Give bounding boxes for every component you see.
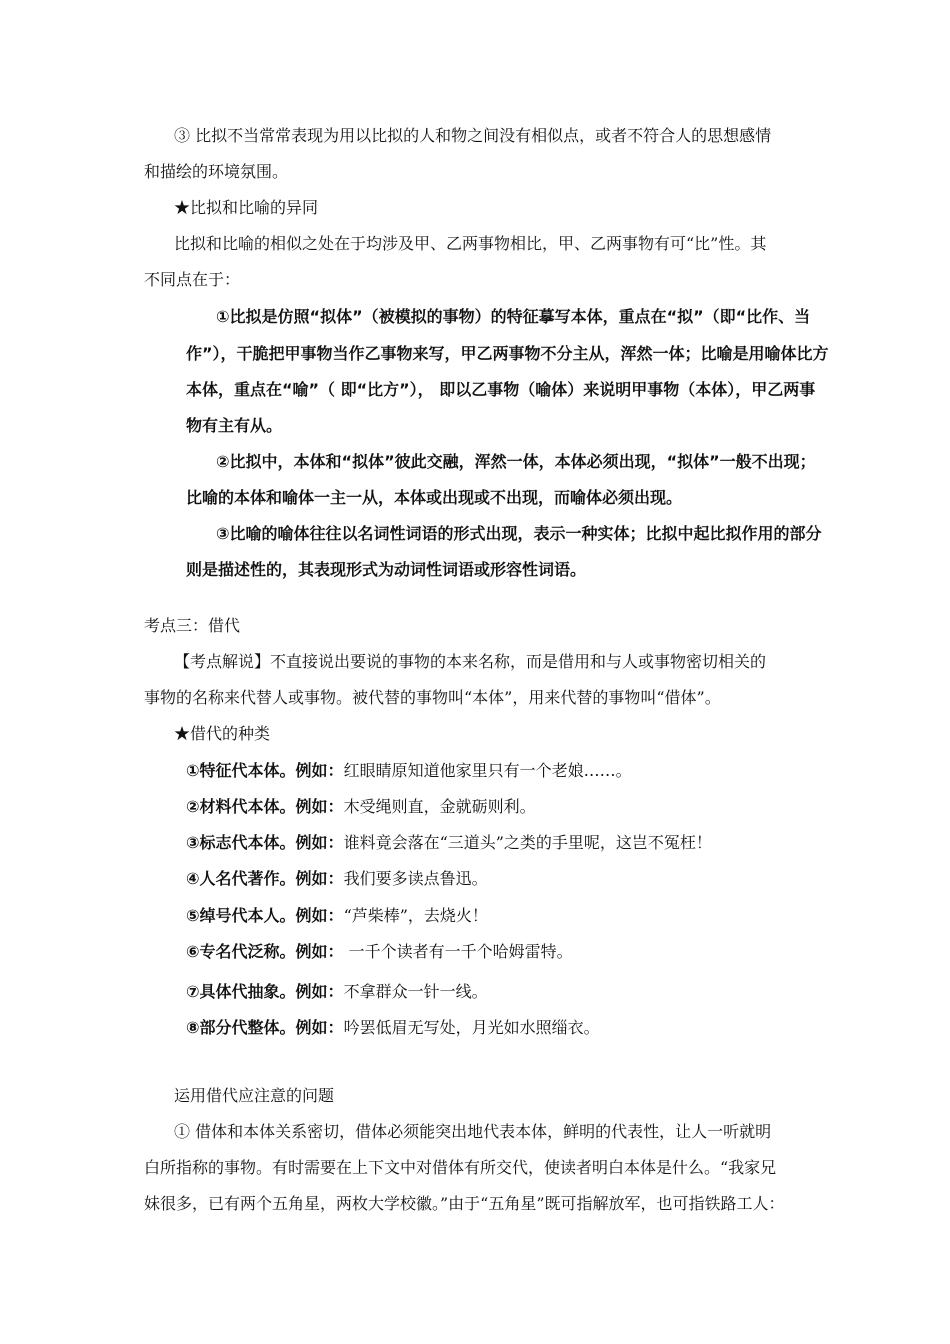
kind-label: ④人名代著作。例如： [186, 869, 344, 888]
kind-example: 吟罢低眉无写处，月光如水照缁衣。 [343, 1018, 600, 1037]
kind-label: ⑤绰号代本人。例如： [186, 906, 344, 925]
kind-item [186, 797, 536, 817]
definition-line: 【考点解说】不直接说出要说的事物的本来名称，而是借用和与人或事物密切相关的 [174, 652, 767, 671]
kind-item [186, 906, 488, 926]
kind-example: 我们要多读点鲁迅。 [343, 869, 488, 888]
kind-example: “芦柴棒”，去烧火！ [343, 906, 488, 925]
difference-line: 则是描述性的，其表现形式为动词性词语或形容性词语。 [186, 560, 587, 579]
kind-label: ⑥专名代泛称。例如： [186, 942, 344, 961]
note-line: 妹很多，已有两个五角星，两枚大学校徽。”由于“五角星”既可指解放军，也可指铁路工人： [144, 1194, 785, 1213]
kind-example: 不拿群众一针一线。 [343, 982, 488, 1001]
kinds-heading: ★借代的种类 [174, 724, 271, 743]
kind-example: 谁料竟会落在“三道头”之类的手里呢，这岂不冤枉！ [343, 833, 712, 852]
kind-item [186, 942, 573, 962]
paragraph-line: 和描绘的环境氛围。 [144, 162, 289, 181]
kind-label: ⑧部分代整体。例如： [186, 1018, 344, 1037]
kind-example: 一千个读者有一千个哈姆雷特。 [343, 942, 573, 961]
difference-line: ③比喻的喻体往往以名词性词语的形式出现，表示一种实体；比拟中起比拟作用的部分 [216, 524, 822, 543]
kind-item [186, 982, 488, 1002]
note-line: 白所指称的事物。有时需要在上下文中对借体有所交代，使读者明白本体是什么。“我家兄 [144, 1158, 777, 1177]
kind-label: ①特征代本体。例如： [186, 761, 344, 780]
paragraph-line: 比拟和比喻的相似之处在于均涉及甲、乙两事物相比，甲、乙两事物有可“比”性。其 [174, 234, 767, 253]
difference-line: 比喻的本体和喻体一主一从，本体或出现或不出现，而喻体必须出现。 [186, 488, 683, 507]
kind-example: 木受绳则直，金就砺则利。 [343, 797, 536, 816]
kind-item [186, 833, 712, 853]
paragraph-line: 不同点在于： [144, 270, 241, 289]
kind-item [186, 1018, 600, 1038]
kind-label: ③标志代本体。例如： [186, 833, 344, 852]
kind-label: ⑦具体代抽象。例如： [186, 982, 344, 1001]
difference-line: ①比拟是仿照“拟体”（被模拟的事物）的特征摹写本体，重点在“拟”（即“比作、当 [216, 307, 811, 326]
paragraph-line: ③ 比拟不当常常表现为用以比拟的人和物之间没有相似点，或者不符合人的思想感情 [174, 126, 772, 145]
kind-example: 红眼睛原知道他家里只有一个老娘……。 [343, 761, 632, 780]
kind-item [186, 761, 632, 781]
difference-line: 物有主有从。 [186, 416, 283, 435]
definition-line: 事物的名称来代替人或事物。被代替的事物叫“本体”，用来代替的事物叫“借体”。 [144, 688, 721, 707]
note-line: ① 借体和本体关系密切，借体必须能突出地代表本体，鲜明的代表性，让人一听就明 [174, 1122, 772, 1141]
kind-label: ②材料代本体。例如： [186, 797, 344, 816]
difference-line: 本体，重点在“喻”（ 即“比方”）， 即以乙事物（喻体）来说明甲事物（本体），甲乙两事 [186, 380, 816, 399]
notes-heading: 运用借代应注意的问题 [174, 1086, 335, 1105]
kind-item [186, 869, 488, 889]
difference-line: 作”），干脆把甲事物当作乙事物来写，甲乙两事物不分主从，浑然一体；比喻是用喻体比方 [186, 344, 829, 363]
section-title: 考点三：借代 [144, 616, 241, 635]
difference-line: ②比拟中，本体和“拟体”彼此交融，浑然一体，本体必须出现，“拟体”一般不出现； [216, 452, 816, 471]
section-heading: ★比拟和比喻的异同 [174, 198, 319, 217]
